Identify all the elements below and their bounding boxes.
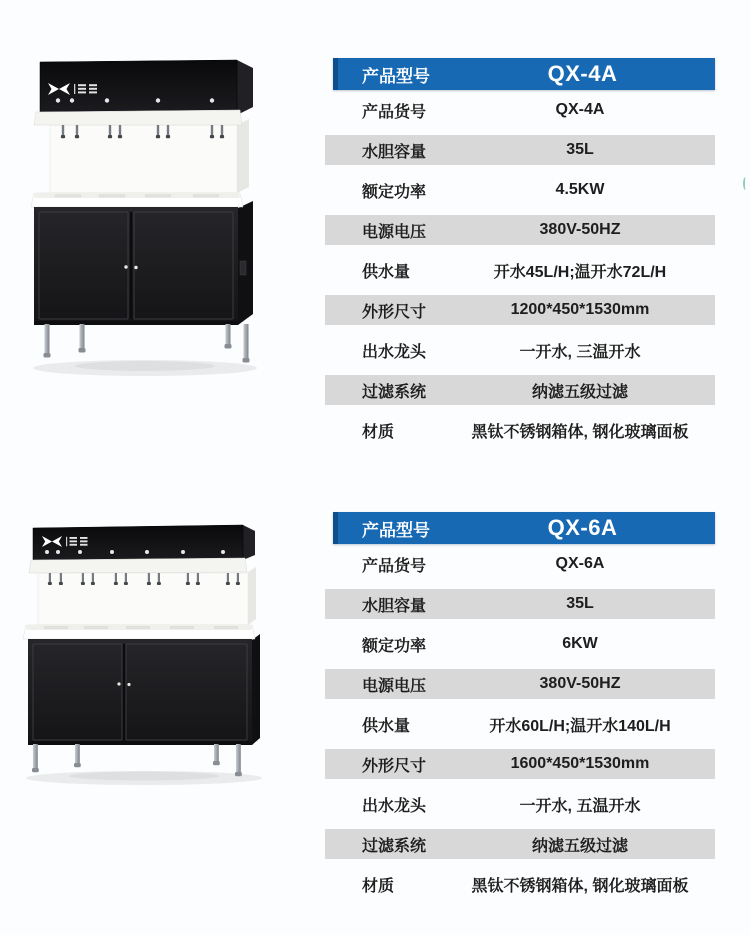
backsplash [38,573,248,625]
spec-row [325,784,715,824]
backsplash-side [237,119,249,193]
spec-label: 供水量 [362,717,411,735]
header-label: 产品型号 [362,66,430,86]
spec-row [325,624,715,664]
spec-label: 产品货号 [362,557,427,575]
spec-label: 产品货号 [362,103,427,121]
backsplash-side [248,567,256,625]
spec-value: QX-6A [555,555,605,572]
legs [44,324,250,363]
ledge [29,558,247,573]
spec-row [325,744,715,784]
header-model: QX-4A [547,61,618,86]
countertop [31,193,243,207]
floor-shadow [33,360,257,376]
top-panel-side [237,60,253,115]
header-model: QX-6A [547,515,618,540]
spec-label: 出水龙头 [362,797,427,815]
spec-value: 一开水, 三温开水 [519,343,641,361]
spec-row [325,330,715,370]
spec-value: 黑钛不锈钢箱体, 钢化玻璃面板 [471,423,689,441]
spec-value: 纳滤五级过滤 [531,383,628,401]
ledge [34,110,242,125]
spec-row [325,584,715,624]
spec-row [325,90,715,130]
spec-value: 380V-50HZ [539,675,621,692]
spec-value: 380V-50HZ [539,221,621,238]
spec-label: 外形尺寸 [362,757,427,775]
spec-table-qx4a [325,58,715,450]
spec-value: 纳滤五级过滤 [531,837,628,855]
spec-label: 过滤系统 [362,383,427,401]
spec-value: 开水45L/H;温开水72L/H [493,263,667,281]
spec-row [325,290,715,330]
top-panel [40,60,237,115]
spec-row [325,130,715,170]
spec-header-row [333,58,715,90]
spec-value: 6KW [562,635,598,652]
spec-label: 额定功率 [362,183,427,201]
spec-label: 材质 [362,877,395,895]
spec-label: 水胆容量 [362,597,427,615]
floor-shadow [26,771,262,785]
cabinet [28,639,252,745]
spec-value: 开水60L/H;温开水140L/H [489,717,671,735]
spec-row [325,864,715,904]
header-label: 产品型号 [362,520,430,540]
spec-row [325,170,715,210]
spec-row [325,664,715,704]
spec-row [325,210,715,250]
countertop [23,625,255,639]
spec-value: 1200*450*1530mm [510,301,650,318]
spec-label: 外形尺寸 [362,303,427,321]
spec-value: QX-4A [555,101,605,118]
edge-artifact [743,177,748,190]
top-panel [33,525,243,563]
spec-label: 电源电压 [362,223,427,241]
spec-header-row [333,512,715,544]
spec-row [325,824,715,864]
spec-row [325,704,715,744]
spec-label: 水胆容量 [362,143,427,161]
top-panel-side [243,525,255,560]
spec-value: 1600*450*1530mm [510,755,650,772]
spec-label: 电源电压 [362,677,427,695]
spec-row [325,370,715,410]
spec-label: 过滤系统 [362,837,427,855]
spec-value: 35L [566,141,594,158]
spec-table-qx6a [325,512,715,904]
product-photo-qx6a [20,515,270,820]
spec-row [325,410,715,450]
spec-row [325,544,715,584]
spec-value: 4.5KW [555,181,605,198]
spec-label: 出水龙头 [362,343,427,361]
product-photo-qx4a [25,55,265,385]
cabinet [34,207,246,325]
spec-row [325,250,715,290]
spec-value: 35L [566,595,594,612]
spec-label: 材质 [362,423,395,441]
spec-value: 黑钛不锈钢箱体, 钢化玻璃面板 [471,877,689,895]
spec-value: 一开水, 五温开水 [519,797,641,815]
spec-label: 供水量 [362,263,411,281]
spec-label: 额定功率 [362,637,427,655]
cabinet-side [252,634,260,745]
